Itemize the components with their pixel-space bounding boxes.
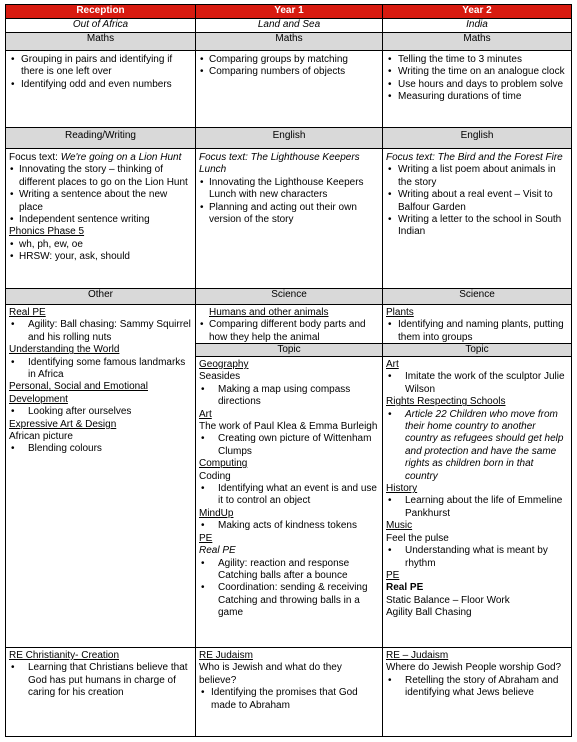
re-heading-reception: RE Christianity- Creation xyxy=(9,650,120,661)
maths-year2 xyxy=(382,50,572,128)
list-item: • Innovating the story – thinking of different places to go on the Lion Hunt xyxy=(9,164,192,189)
list-item: • Identifying odd and even numbers xyxy=(9,79,192,91)
english-year2 xyxy=(382,148,572,289)
list-item: • Blending colours xyxy=(9,443,192,455)
english-label-year1: English xyxy=(195,127,383,149)
list-item: • Writing a letter to the school in South Indian xyxy=(386,214,568,239)
phonics-heading: Phonics Phase 5 xyxy=(9,226,85,238)
list-item: • Comparing numbers of objects xyxy=(199,66,379,78)
maths-reception xyxy=(5,50,196,128)
list-item: • Coordination: sending & receiving xyxy=(199,582,379,594)
theme-reception: Out of Africa xyxy=(5,18,196,33)
pe-tail: Catching and throwing balls in a game xyxy=(218,594,360,619)
list-item: • Writing a sentence about the new place xyxy=(9,189,192,214)
music-heading: Music xyxy=(386,520,413,532)
art-heading: Art xyxy=(199,408,212,420)
topic-label-row xyxy=(5,343,572,357)
real-pe-heading: Real PE xyxy=(9,307,46,318)
topic-content-row xyxy=(5,356,572,648)
science-label-year1: Science xyxy=(195,288,383,305)
list-item: • Writing about a real event – Visit to Balfour Garden xyxy=(386,189,568,214)
list-item: • Learning about the life of Emmeline Pankhurst xyxy=(386,495,568,520)
header-row xyxy=(5,4,572,19)
header-year2: Year 2 xyxy=(382,4,572,19)
art-subheading: The work of Paul Klea & Emma Burleigh xyxy=(199,421,378,433)
utw-heading: Understanding the World xyxy=(9,344,120,356)
list-item: • Telling the time to 3 minutes xyxy=(386,54,568,66)
curriculum-table xyxy=(5,4,572,737)
header-year1: Year 1 xyxy=(195,4,383,19)
list-item: • Innovating the Lighthouse Keepers Lunch with new characters xyxy=(199,177,379,202)
theme-year1: Land and Sea xyxy=(195,18,383,33)
re-heading-year1: RE Judaism xyxy=(199,650,253,661)
re-subheading-year2: Where do Jewish People worship God? xyxy=(386,662,562,674)
pe-heading: PE xyxy=(199,532,213,544)
music-subheading: Feel the pulse xyxy=(386,532,449,544)
list-item: • Understanding what is meant by rhythm xyxy=(386,545,568,570)
list-item: • Comparing different body parts and how they help the animal xyxy=(199,319,379,344)
list-item: • Identifying some famous landmarks in Africa xyxy=(9,357,192,382)
reading-writing-label: Reading/Writing xyxy=(5,127,196,149)
maths-content-row xyxy=(5,50,572,128)
pe-subheading: Real PE xyxy=(199,545,236,557)
re-reception xyxy=(5,647,196,737)
english-label-row xyxy=(5,127,572,149)
list-item: • Grouping in pairs and identifying if there is one left over xyxy=(9,54,192,79)
maths-label-reception: Maths xyxy=(5,32,196,51)
english-year1 xyxy=(195,148,383,289)
list-item: • Agility: Ball chasing: Sammy Squirrel and his rolling nuts xyxy=(9,319,192,344)
science-year2 xyxy=(382,304,572,344)
focus-text: Focus text: We're going on a Lion Hunt xyxy=(9,152,182,163)
list-item: • Imitate the work of the sculptor Julie Wilson xyxy=(386,371,568,396)
maths-year1 xyxy=(195,50,383,128)
theme-row xyxy=(5,18,572,33)
science-heading-year1: Humans and other animals xyxy=(209,307,329,318)
list-item: • Identifying and naming plants, putting them into groups xyxy=(386,319,568,344)
re-heading-year2: RE – Judaism xyxy=(386,650,449,661)
list-item: • Identifying the promises that God made to Abraham xyxy=(199,687,379,712)
science-label-year2: Science xyxy=(382,288,572,305)
re-row xyxy=(5,647,572,737)
pe-line: Static Balance – Floor Work xyxy=(386,594,510,606)
re-year1 xyxy=(195,647,383,737)
list-item: • Agility: reaction and response Catching balls after a bounce xyxy=(199,558,379,583)
art-heading: Art xyxy=(386,359,399,370)
mindup-heading: MindUp xyxy=(199,507,234,519)
pe-subheading: Real PE xyxy=(386,582,424,594)
theme-year2: India xyxy=(382,18,572,33)
list-item: • Measuring durations of time xyxy=(386,91,568,103)
list-item: • Learning that Christians believe that God has put humans in charge of caring for his creation xyxy=(9,662,192,699)
list-item: • Identifying what an event is and use it to control an object xyxy=(199,483,379,508)
list-item: • Use hours and days to problem solve xyxy=(386,79,568,91)
science-heading-year2: Plants xyxy=(386,307,414,318)
list-item: • Making acts of kindness tokens xyxy=(199,520,379,532)
maths-label-year2: Maths xyxy=(382,32,572,51)
computing-heading: Computing xyxy=(199,458,248,470)
list-item: • Writing a list poem about animals in the story xyxy=(386,164,568,189)
header-reception: Reception xyxy=(5,4,196,19)
topic-label-year1: Topic xyxy=(195,343,383,357)
psed-heading: Personal, Social and Emotional Development xyxy=(9,381,148,405)
english-reception xyxy=(5,148,196,289)
list-item: • Article 22 Children who move from their home country to another country as refugees should get help and protection and have the same rights as children born in that country xyxy=(386,409,568,483)
list-item: • Looking after ourselves xyxy=(9,406,192,418)
list-item: • Creating own picture of Wittenham Clumps xyxy=(199,433,379,458)
rrs-heading: Rights Respecting Schools xyxy=(386,396,506,408)
pe-heading: PE xyxy=(386,569,400,581)
ead-subheading: African picture xyxy=(9,431,73,443)
list-item: • Writing the time on an analogue clock xyxy=(386,66,568,78)
maths-label-row xyxy=(5,32,572,51)
list-item: • Planning and acting out their own version of the story xyxy=(199,202,379,227)
ead-heading: Expressive Art & Design xyxy=(9,418,117,430)
history-heading: History xyxy=(386,483,418,495)
english-label-year2: English xyxy=(382,127,572,149)
list-item: • Making a map using compass directions xyxy=(199,384,379,409)
list-item: • Independent sentence writing xyxy=(9,214,192,226)
geography-heading: Geography xyxy=(199,359,249,370)
list-item: • wh, ph, ew, oe xyxy=(9,239,192,251)
computing-subheading: Coding xyxy=(199,470,231,482)
pe-line: Agility Ball Chasing xyxy=(386,607,472,619)
re-year2 xyxy=(382,647,572,737)
focus-text: Focus text: The Bird and the Forest Fire xyxy=(386,152,563,163)
science-content-row xyxy=(5,304,572,344)
other-science-label-row xyxy=(5,288,572,305)
list-item: • Retelling the story of Abraham and identifying what Jews believe xyxy=(386,675,568,700)
topic-year2 xyxy=(382,356,572,648)
list-item: • HRSW: your, ask, should xyxy=(9,251,192,263)
maths-label-year1: Maths xyxy=(195,32,383,51)
english-content-row xyxy=(5,148,572,289)
focus-text: Focus text: The Lighthouse Keepers Lunch xyxy=(199,152,360,176)
re-subheading-year1: Who is Jewish and what do they believe? xyxy=(199,662,342,686)
list-item: • Comparing groups by matching xyxy=(199,54,379,66)
science-year1 xyxy=(195,304,383,344)
geography-subheading: Seasides xyxy=(199,371,241,383)
topic-label-year2: Topic xyxy=(382,343,572,357)
other-label: Other xyxy=(5,288,196,305)
topic-year1 xyxy=(195,356,383,648)
